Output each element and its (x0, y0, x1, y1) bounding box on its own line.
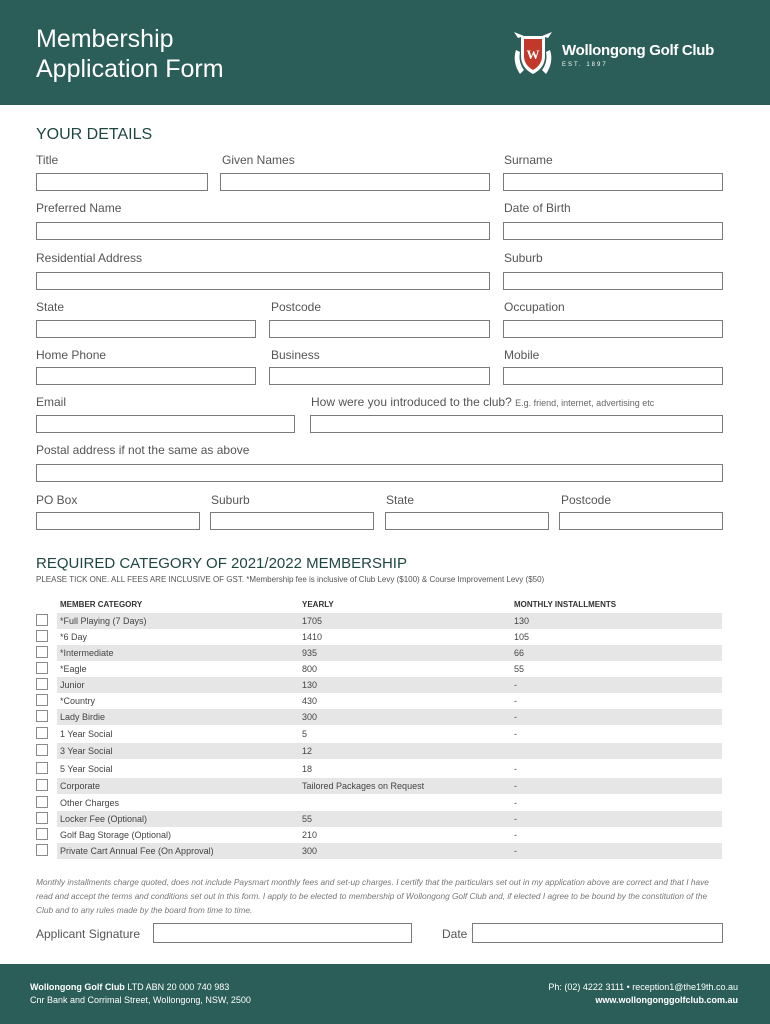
dob-field[interactable] (503, 222, 723, 240)
monthly-cell: - (514, 729, 517, 739)
postal-postcode-field[interactable] (559, 512, 723, 530)
yearly-cell: 935 (302, 648, 318, 658)
category-checkbox[interactable] (36, 779, 48, 791)
table-row (57, 629, 722, 645)
occupation-field[interactable] (503, 320, 723, 338)
category-cell: Private Cart Annual Fee (On Approval) (60, 846, 214, 856)
yearly-cell: 300 (302, 712, 318, 722)
address-field[interactable] (36, 272, 490, 290)
category-checkbox[interactable] (36, 762, 48, 774)
monthly-cell: - (514, 830, 517, 840)
yearly-cell: 1410 (302, 632, 323, 642)
table-row (57, 645, 722, 661)
category-cell: Corporate (60, 781, 101, 791)
category-checkbox[interactable] (36, 828, 48, 840)
yearly-cell: 300 (302, 846, 318, 856)
yearly-cell: 800 (302, 664, 318, 674)
monthly-cell: - (514, 696, 517, 706)
footer-abn: LTD ABN 20 000 740 983 (127, 982, 230, 992)
monthly-cell: 105 (514, 632, 530, 642)
table-row (57, 613, 722, 629)
category-checkbox[interactable] (36, 844, 48, 856)
postcode-field[interactable] (269, 320, 490, 338)
category-checkbox[interactable] (36, 796, 48, 808)
declaration-note: Monthly installments charge quoted, does not include Paysmart monthly fees and set-up charges. I certify that the particulars set out in my application above are correct and that I have read and accept the terms and conditions set out in this form. I apply to be elected to membership of Wollongong Golf Club and, if elected I agree to be bound by the constitution of the Club and to any rules made by the board from time to time. (36, 877, 709, 915)
postal-postcode-label: Postcode (561, 493, 612, 507)
category-checkbox[interactable] (36, 710, 48, 722)
category-checkbox[interactable] (36, 630, 48, 642)
table-row (57, 726, 722, 742)
table-row (57, 795, 722, 811)
monthly-cell: - (514, 798, 517, 808)
col-monthly-header: MONTHLY INSTALLMENTS (514, 600, 617, 609)
state-label: State (36, 300, 65, 314)
membership-heading: REQUIRED CATEGORY OF 2021/2022 MEMBERSHIP (36, 555, 407, 572)
postal-state-field[interactable] (385, 512, 549, 530)
email-field[interactable] (36, 415, 295, 433)
postal-state-label: State (386, 493, 415, 507)
category-checkbox[interactable] (36, 727, 48, 739)
table-row (57, 827, 722, 843)
yearly-cell: 12 (302, 746, 313, 756)
date-label: Date (442, 927, 468, 941)
title-line-1: Membership (36, 25, 174, 53)
introduced-hint: E.g. friend, internet, advertising etc (515, 398, 655, 408)
table-row (57, 761, 722, 777)
business-label: Business (271, 348, 320, 362)
po-box-label: PO Box (36, 493, 78, 507)
business-field[interactable] (269, 367, 490, 385)
table-row (57, 677, 722, 693)
table-row (57, 661, 722, 677)
signature-field[interactable] (153, 923, 412, 943)
surname-label: Surname (504, 153, 553, 167)
col-yearly-header: YEARLY (302, 600, 334, 609)
table-row (57, 709, 722, 725)
introduced-label (311, 395, 654, 409)
footer-club: Wollongong Golf Club (30, 982, 125, 992)
table-row (57, 693, 722, 709)
yearly-cell: Tailored Packages on Request (302, 781, 425, 791)
col-category-header: MEMBER CATEGORY (60, 600, 143, 609)
postcode-label: Postcode (271, 300, 322, 314)
yearly-cell: 430 (302, 696, 318, 706)
yearly-cell: 5 (302, 729, 308, 739)
title-label: Title (36, 153, 59, 167)
dob-label: Date of Birth (504, 201, 571, 215)
state-field[interactable] (36, 320, 256, 338)
header-banner (0, 0, 770, 105)
category-cell: 3 Year Social (60, 746, 113, 756)
category-cell: Other Charges (60, 798, 120, 808)
monthly-cell: - (514, 846, 517, 856)
preferred-name-field[interactable] (36, 222, 490, 240)
postal-field[interactable] (36, 464, 723, 482)
category-cell: *Country (60, 696, 96, 706)
home-phone-field[interactable] (36, 367, 256, 385)
yearly-cell: 1705 (302, 616, 323, 626)
category-cell: Golf Bag Storage (Optional) (60, 830, 172, 840)
preferred-name-label: Preferred Name (36, 201, 122, 215)
membership-subheading: PLEASE TICK ONE. ALL FEES ARE INCLUSIVE OF GST. *Membership fee is inclusive of Club Levy ($100) & Course Improvement Levy ($50) (36, 575, 545, 584)
table-row (57, 778, 722, 794)
table-row (57, 843, 722, 859)
category-cell: Junior (60, 680, 85, 690)
crest-monogram: W (526, 47, 540, 62)
category-checkbox[interactable] (36, 744, 48, 756)
category-checkbox[interactable] (36, 694, 48, 706)
given-names-label: Given Names (222, 153, 295, 167)
category-checkbox[interactable] (36, 678, 48, 690)
category-cell: *6 Day (60, 632, 88, 642)
category-checkbox[interactable] (36, 812, 48, 824)
introduced-question: How were you introduced to the club? (311, 395, 512, 409)
monthly-cell: - (514, 764, 517, 774)
category-checkbox[interactable] (36, 662, 48, 674)
monthly-cell: - (514, 712, 517, 722)
address-label: Residential Address (36, 251, 143, 265)
yearly-cell: 130 (302, 680, 318, 690)
introduced-field[interactable] (310, 415, 723, 433)
category-cell: 5 Year Social (60, 764, 113, 774)
po-box-field[interactable] (36, 512, 200, 530)
footer (0, 964, 770, 1024)
category-checkbox[interactable] (36, 646, 48, 658)
logo-est: EST. 1897 (562, 62, 608, 68)
postal-suburb-label: Suburb (211, 493, 250, 507)
yearly-cell: 210 (302, 830, 318, 840)
home-phone-label: Home Phone (36, 348, 107, 362)
mobile-label: Mobile (504, 348, 540, 362)
footer-address: Cnr Bank and Corrimal Street, Wollongong, NSW, 2500 (30, 995, 251, 1005)
page-title (36, 24, 224, 84)
category-cell: Lady Birdie (60, 712, 106, 722)
crest-icon (512, 30, 554, 80)
category-cell: *Intermediate (60, 648, 114, 658)
footer-website[interactable]: www.wollongonggolfclub.com.au (595, 995, 738, 1005)
category-checkbox[interactable] (36, 614, 48, 626)
signature-label: Applicant Signature (36, 927, 141, 941)
monthly-cell: 130 (514, 616, 530, 626)
category-cell: Locker Fee (Optional) (60, 814, 148, 824)
mobile-field[interactable] (503, 367, 723, 385)
table-row (57, 811, 722, 827)
monthly-cell: 66 (514, 648, 525, 658)
postal-suburb-field[interactable] (210, 512, 374, 530)
logo-text: Wollongong Golf Club (562, 42, 715, 59)
monthly-cell: 55 (514, 664, 525, 674)
given-names-field[interactable] (220, 173, 490, 191)
suburb-label: Suburb (504, 251, 543, 265)
surname-field[interactable] (503, 173, 723, 191)
footer-club-line (30, 982, 229, 992)
monthly-cell: - (514, 814, 517, 824)
club-logo (512, 30, 722, 80)
monthly-cell: - (514, 781, 517, 791)
yearly-cell: 18 (302, 764, 313, 774)
yearly-cell: 55 (302, 814, 313, 824)
title-field[interactable] (36, 173, 208, 191)
suburb-field[interactable] (503, 272, 723, 290)
email-label: Email (36, 395, 67, 409)
postal-label: Postal address if not the same as above (36, 443, 250, 457)
category-cell: 1 Year Social (60, 729, 113, 739)
table-row (57, 743, 722, 759)
date-field[interactable] (472, 923, 723, 943)
category-cell: *Eagle (60, 664, 87, 674)
category-cell: *Full Playing (7 Days) (60, 616, 147, 626)
title-line-2: Application Form (36, 55, 224, 83)
footer-contact: Ph: (02) 4222 3111 • reception1@the19th.co.au (548, 982, 738, 992)
monthly-cell: - (514, 680, 517, 690)
your-details-heading: YOUR DETAILS (36, 126, 153, 143)
occupation-label: Occupation (504, 300, 565, 314)
